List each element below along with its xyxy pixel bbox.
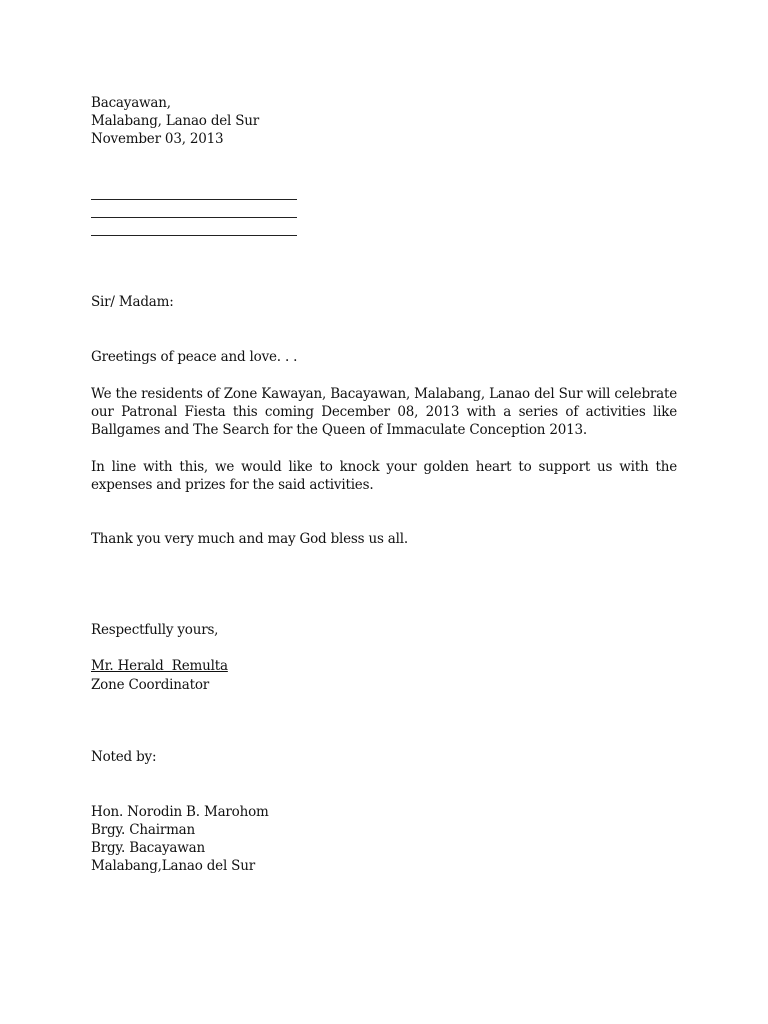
recipient-blank-line-2 (91, 217, 297, 218)
signer-title: Zone Coordinator (91, 677, 210, 693)
noter-barangay: Brgy. Bacayawan (91, 840, 205, 856)
letter-date: November 03, 2013 (91, 131, 224, 147)
recipient-blank-line-1 (91, 199, 297, 200)
salutation: Sir/ Madam: (91, 294, 174, 310)
noter-name: Hon. Norodin B. Marohom (91, 804, 269, 820)
noted-by-label: Noted by: (91, 749, 157, 765)
thanks-line: Thank you very much and may God bless us all. (91, 531, 408, 547)
recipient-blank-line-3 (91, 235, 297, 236)
greeting: Greetings of peace and love. . . (91, 349, 298, 365)
body-paragraph-1: We the residents of Zone Kawayan, Bacayawan, Malabang, Lanao del Sur will celebrate our Patronal Fiesta this coming December 08, 2013 with a series of activities like Ballgames and The Search for the Queen of Immaculate Conception 2013. (91, 386, 677, 438)
noter-title: Brgy. Chairman (91, 822, 196, 838)
address-line-1: Bacayawan, (91, 95, 171, 111)
noter-location: Malabang,Lanao del Sur (91, 858, 255, 874)
body-paragraph-2: In line with this, we would like to knock your golden heart to support us with the expenses and prizes for the said activities. (91, 459, 677, 493)
address-line-2: Malabang, Lanao del Sur (91, 113, 260, 129)
signer-name: Mr. Herald Remulta (91, 658, 228, 674)
closing: Respectfully yours, (91, 622, 219, 638)
